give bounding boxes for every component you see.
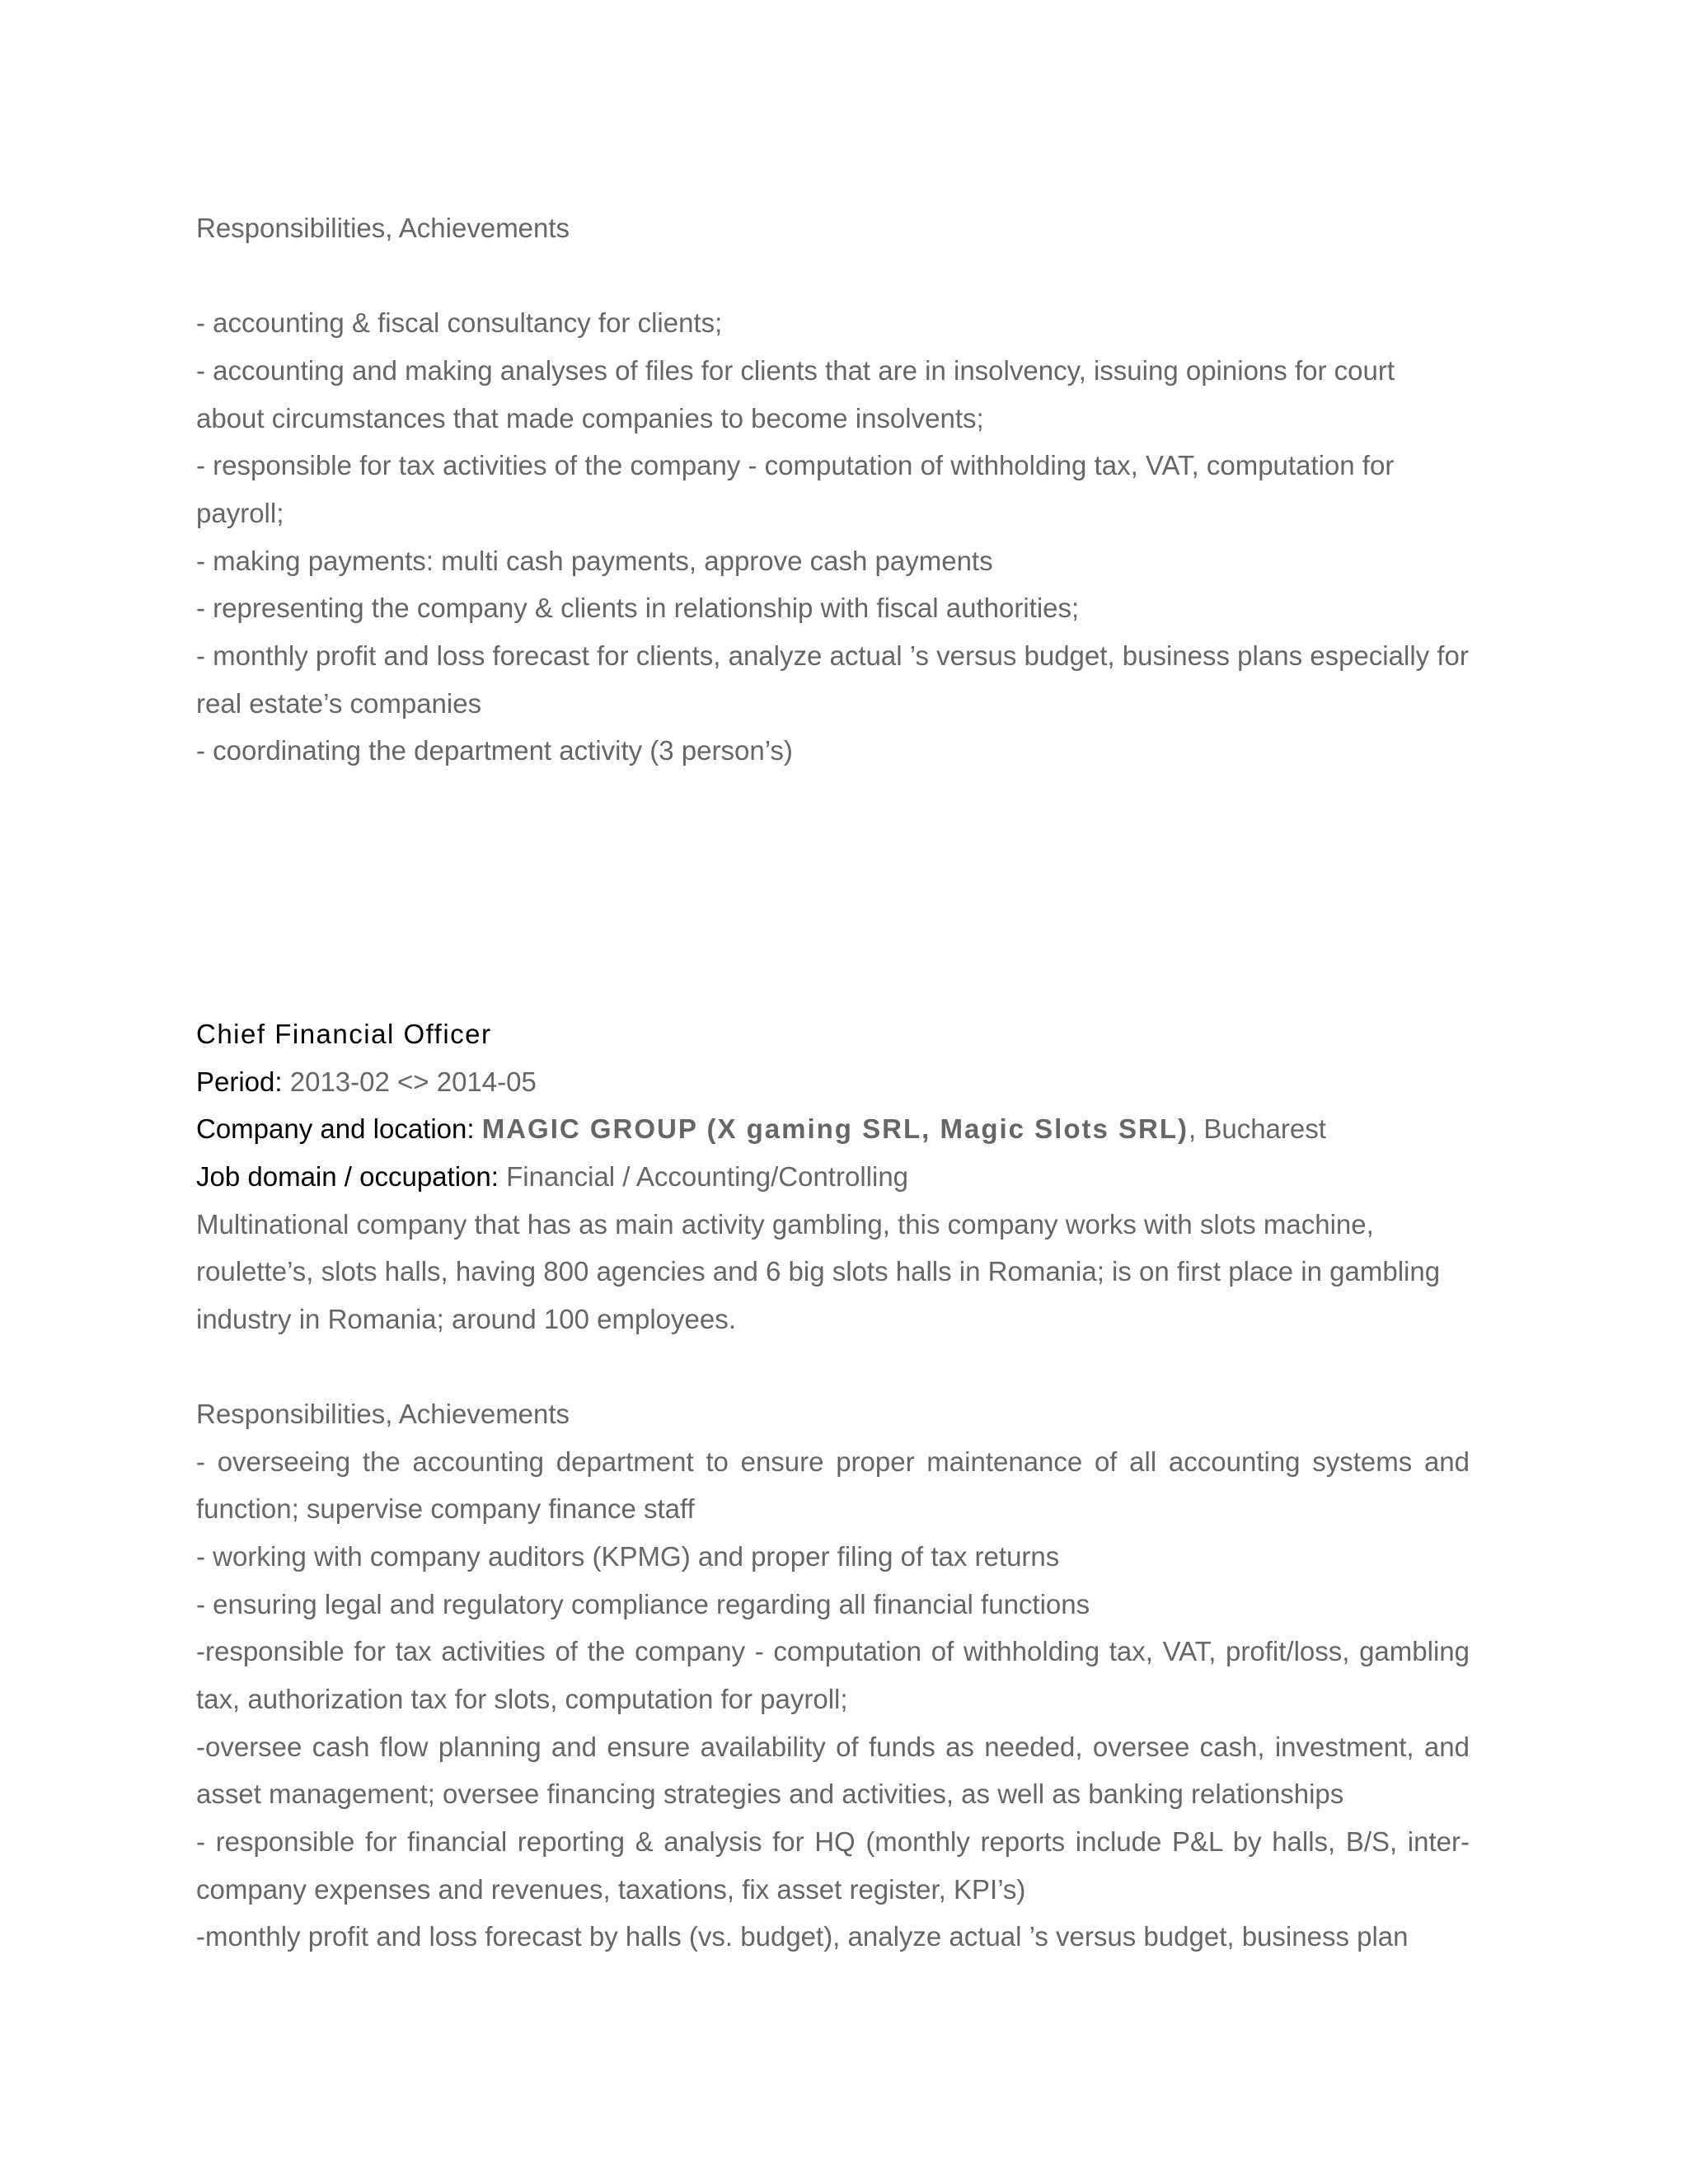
bullet-line: - accounting & fiscal consultancy for clients; (196, 307, 723, 338)
bullet-line: asset management; oversee financing strategies and activities, as well as banking relationships (196, 1779, 1344, 1809)
bullet-line: - overseeing the accounting department to ensure proper maintenance of all accounting systems and (196, 1446, 1470, 1477)
bullet-line: - representing the company & clients in relationship with fiscal authorities; (196, 593, 1080, 623)
bullet-line: - ensuring legal and regulatory compliance regarding all financial functions (196, 1589, 1090, 1619)
bullet-line: function; supervise company finance staff (196, 1493, 695, 1524)
section-heading: Responsibilities, Achievements (196, 1399, 570, 1429)
bullet-line: -monthly profit and loss forecast by halls (vs. budget), analyze actual ’s versus budget, business plan (196, 1921, 1409, 1952)
bullet-line: - working with company auditors (KPMG) and proper filing of tax returns (196, 1541, 1060, 1572)
bullet-line: real estate’s companies (196, 688, 482, 719)
description-line: industry in Romania; around 100 employees. (196, 1304, 736, 1334)
bullet-line: company expenses and revenues, taxations, fix asset register, KPI’s) (196, 1874, 1026, 1905)
bullet-line: - responsible for financial reporting & analysis for HQ (monthly reports include P&L by halls, B/S, inter- (196, 1826, 1470, 1857)
period-label: Period: (196, 1066, 283, 1097)
bullet-line: - coordinating the department activity (3 person’s) (196, 735, 793, 766)
bullet-line: -oversee cash flow planning and ensure availability of funds as needed, oversee cash, investment, and (196, 1732, 1470, 1762)
bullet-line: - responsible for tax activities of the company - computation of withholding tax, VAT, computation for (196, 450, 1395, 480)
period-row (196, 1066, 537, 1099)
description-line: Multinational company that has as main activity gambling, this company works with slots machine, (196, 1209, 1374, 1240)
bullet-line: about circumstances that made companies to become insolvents; (196, 403, 984, 434)
description-line: roulette’s, slots halls, having 800 agencies and 6 big slots halls in Romania; is on first place in gambling (196, 1256, 1441, 1286)
bullet-line: - monthly profit and loss forecast for clients, analyze actual ’s versus budget, business plans especially for (196, 640, 1469, 671)
bullet-line: -responsible for tax activities of the company - computation of withholding tax, VAT, profit/loss, gambling (196, 1636, 1470, 1666)
bullet-line: - making payments: multi cash payments, approve cash payments (196, 546, 993, 576)
bullet-line: payroll; (196, 498, 284, 528)
bullet-line: - accounting and making analyses of files for clients that are in insolvency, issuing opinions for court (196, 355, 1395, 386)
domain-row (196, 1160, 908, 1193)
domain-label: Job domain / occupation: (196, 1161, 499, 1192)
company-location: , Bucharest (1189, 1113, 1326, 1144)
domain-value: Financial / Accounting/Controlling (506, 1161, 909, 1192)
bullet-line: tax, authorization tax for slots, computation for payroll; (196, 1684, 848, 1714)
company-row (196, 1113, 1326, 1146)
section-heading: Responsibilities, Achievements (196, 213, 570, 243)
job-title: Chief Financial Officer (196, 1019, 492, 1049)
period-value: 2013-02 <> 2014-05 (289, 1066, 537, 1097)
company-name: MAGIC GROUP (X gaming SRL, Magic Slots SRL) (481, 1113, 1189, 1144)
company-label: Company and location: (196, 1113, 475, 1144)
